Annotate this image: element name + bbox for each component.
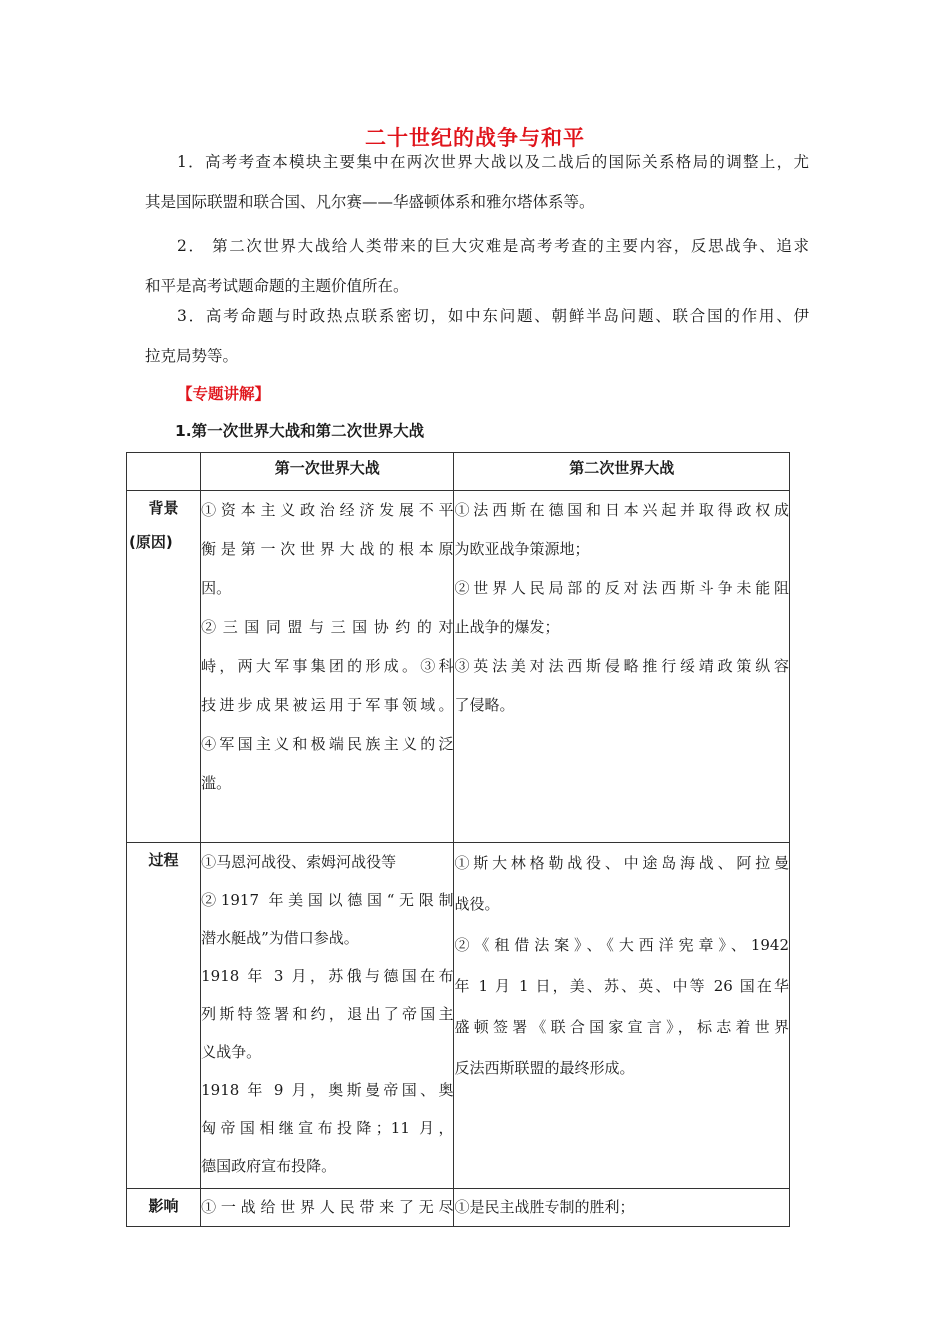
cell-ww2-background	[454, 491, 790, 843]
paragraph-3	[145, 296, 809, 376]
cell-ww2-process	[454, 843, 790, 1189]
row-label-line: 影响	[148, 1197, 179, 1215]
row-label-process	[127, 843, 201, 1189]
cell-line: 战役。	[454, 895, 500, 913]
cell-line: ②《租借法案》、《大西洋宪章》、1942	[454, 936, 789, 954]
comparison-table	[126, 452, 790, 1227]
cell-line: ①一战给世界人民带来了无尽	[201, 1198, 454, 1216]
table-header-row	[127, 453, 790, 491]
cell-line: 年 1 月 1 日，美、苏、英、中等 26 国在华	[454, 977, 789, 995]
cell-line: 潜水艇战”为借口参战。	[201, 929, 359, 947]
cell-line: 因。	[201, 579, 232, 597]
cell-ww1-process	[201, 843, 454, 1189]
cell-line: ②世界人民局部的反对法西斯斗争未能阻	[454, 579, 789, 597]
cell-line: 1918 年 9 月，奥斯曼帝国、奥	[201, 1081, 454, 1099]
cell-line: ①是民主战胜专制的胜利；	[454, 1198, 635, 1216]
paragraph-line: 3．高考命题与时政热点联系密切，如中东问题、朝鲜半岛问题、联合国的作用、伊	[177, 307, 809, 325]
header-ww2: 第二次世界大战	[454, 453, 790, 491]
cell-line: 为欧亚战争策源地；	[454, 540, 590, 558]
table-heading: 1.第一次世界大战和第二次世界大战	[175, 422, 425, 440]
page-title: 二十世纪的战争与和平	[365, 126, 585, 150]
row-label-line: (原因)	[129, 533, 173, 551]
cell-ww2-impact	[454, 1189, 790, 1227]
row-label-background	[127, 491, 201, 843]
paragraph-2	[145, 226, 809, 306]
table-row	[127, 843, 790, 1189]
table-row	[127, 1189, 790, 1227]
header-ww1: 第一次世界大战	[201, 453, 454, 491]
cell-line: 德国政府宣布投降。	[201, 1157, 337, 1175]
row-label-line: 背景	[148, 499, 179, 517]
cell-line: ①法西斯在德国和日本兴起并取得政权成	[454, 501, 789, 519]
cell-line: 列斯特签署和约，退出了帝国主	[201, 1005, 454, 1023]
paragraph-line: 2． 第二次世界大战给人类带来的巨大灾难是高考考查的主要内容，反思战争、追求	[177, 237, 809, 255]
cell-line: 滥。	[201, 774, 232, 792]
cell-line: ②三国同盟与三国协约的对	[201, 618, 454, 636]
cell-line: 盛顿签署《联合国家宣言》，标志着世界	[454, 1018, 789, 1036]
cell-line: 1918 年 3 月，苏俄与德国在布	[201, 967, 454, 985]
row-label-impact	[127, 1189, 201, 1227]
header-empty	[127, 453, 201, 491]
paragraph-1	[145, 142, 809, 222]
cell-line: ①资本主义政治经济发展不平	[201, 501, 454, 519]
cell-line: 衡是第一次世界大战的根本原	[201, 540, 454, 558]
cell-ww1-impact	[201, 1189, 454, 1227]
paragraph-line: 拉克局势等。	[145, 347, 239, 365]
cell-line: ①马恩河战役、索姆河战役等	[201, 853, 397, 871]
section-heading: 【专题讲解】	[177, 385, 271, 403]
table-row	[127, 491, 790, 843]
cell-line: ③英法美对法西斯侵略推行绥靖政策纵容	[454, 657, 789, 675]
cell-line: 峙，两大军事集团的形成。③科	[201, 657, 454, 675]
cell-line: 止战争的爆发；	[454, 618, 560, 636]
cell-line: 匈帝国相继宣布投降；11 月，	[201, 1119, 454, 1137]
cell-line: ④军国主义和极端民族主义的泛	[201, 735, 454, 753]
cell-line: 技进步成果被运用于军事领域。	[201, 696, 454, 714]
paragraph-line: 和平是高考试题命题的主题价值所在。	[145, 277, 409, 295]
row-label-line: 过程	[148, 851, 179, 869]
cell-line: ②1917 年美国以德国“无限制	[201, 891, 454, 909]
cell-line: 了侵略。	[454, 696, 515, 714]
cell-line: 义战争。	[201, 1043, 262, 1061]
cell-ww1-background	[201, 491, 454, 843]
paragraph-line: 1．高考考查本模块主要集中在两次世界大战以及二战后的国际关系格局的调整上，尤	[177, 153, 809, 171]
cell-line: 反法西斯联盟的最终形成。	[454, 1059, 635, 1077]
paragraph-line: 其是国际联盟和联合国、凡尔赛——华盛顿体系和雅尔塔体系等。	[145, 193, 595, 211]
cell-line: ①斯大林格勒战役、中途岛海战、阿拉曼	[454, 854, 789, 872]
